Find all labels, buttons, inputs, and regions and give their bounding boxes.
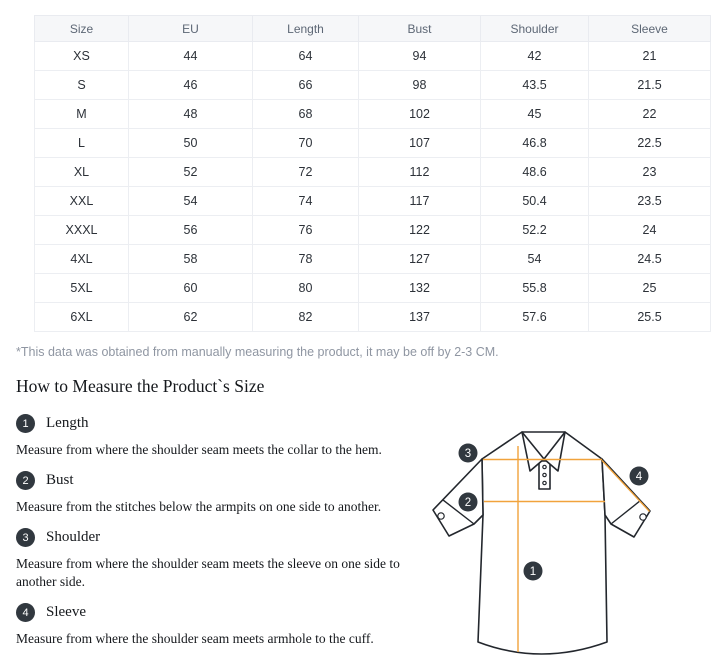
marker-shoulder: [459, 444, 478, 463]
table-cell: 78: [253, 245, 359, 274]
step-number-badge: 2: [16, 471, 35, 490]
polo-shirt-illustration: [425, 414, 715, 669]
table-cell: 122: [359, 216, 481, 245]
table-row: [35, 274, 711, 303]
table-row: [35, 71, 711, 100]
table-cell: 72: [253, 158, 359, 187]
table-cell: 48: [129, 100, 253, 129]
table-row: [35, 42, 711, 71]
step-title: Length: [46, 415, 89, 431]
step-number-badge: 3: [16, 528, 35, 547]
table-row: [35, 100, 711, 129]
table-cell: 45: [481, 100, 589, 129]
measure-guide-section: [0, 409, 725, 672]
column-header: EU: [129, 16, 253, 42]
table-cell: 42: [481, 42, 589, 71]
placket-button: [543, 473, 546, 476]
table-cell: 52.2: [481, 216, 589, 245]
table-row: [35, 187, 711, 216]
table-cell: 50: [129, 129, 253, 158]
table-cell: M: [35, 100, 129, 129]
table-cell: 46: [129, 71, 253, 100]
table-cell: S: [35, 71, 129, 100]
step-description: Measure from where the shoulder seam meets the collar to the hem.: [16, 442, 382, 457]
placket-button: [543, 465, 546, 468]
measure-step-length: [16, 414, 420, 459]
table-cell: 23: [589, 158, 711, 187]
measure-steps-list: [16, 409, 420, 660]
step-title: Shoulder: [46, 529, 101, 545]
svg-text:4: 4: [635, 471, 643, 483]
table-cell: XL: [35, 158, 129, 187]
step-description: Measure from where the shoulder seam meets the sleeve on one side to another side.: [16, 556, 400, 589]
shirt-measurement-diagram: [425, 414, 715, 672]
size-table-body: [35, 42, 711, 332]
table-row: [35, 303, 711, 332]
table-cell: 25.5: [589, 303, 711, 332]
step-title: Bust: [46, 472, 74, 488]
table-cell: 21: [589, 42, 711, 71]
table-cell: 57.6: [481, 303, 589, 332]
table-cell: 55.8: [481, 274, 589, 303]
table-cell: 4XL: [35, 245, 129, 274]
svg-text:2: 2: [464, 497, 472, 509]
table-cell: 98: [359, 71, 481, 100]
step-description: Measure from where the shoulder seam meets armhole to the cuff.: [16, 631, 374, 646]
table-cell: 58: [129, 245, 253, 274]
step-number-badge: 1: [16, 414, 35, 433]
table-cell: 102: [359, 100, 481, 129]
table-cell: 70: [253, 129, 359, 158]
table-cell: 6XL: [35, 303, 129, 332]
table-cell: 64: [253, 42, 359, 71]
table-cell: 44: [129, 42, 253, 71]
table-cell: 107: [359, 129, 481, 158]
table-cell: 137: [359, 303, 481, 332]
measure-guide-heading: How to Measure the Product`s Size: [16, 376, 265, 396]
marker-bust: [459, 493, 478, 512]
marker-sleeve: [630, 467, 649, 486]
table-cell: 22.5: [589, 129, 711, 158]
right-cuff-button: [640, 514, 646, 520]
column-header: Bust: [359, 16, 481, 42]
table-cell: 54: [129, 187, 253, 216]
table-cell: 62: [129, 303, 253, 332]
marker-length: [524, 562, 543, 581]
table-cell: 82: [253, 303, 359, 332]
table-row: [35, 216, 711, 245]
table-cell: 74: [253, 187, 359, 216]
table-cell: 24: [589, 216, 711, 245]
size-table-header-row: [35, 16, 711, 42]
measure-step-bust: [16, 471, 420, 516]
measurement-disclaimer: *This data was obtained from manually measuring the product, it may be off by 2-3 CM.: [16, 345, 499, 359]
table-cell: XXL: [35, 187, 129, 216]
table-cell: XXXL: [35, 216, 129, 245]
table-cell: 117: [359, 187, 481, 216]
measure-step-sleeve: [16, 603, 420, 648]
table-cell: 22: [589, 100, 711, 129]
table-cell: 48.6: [481, 158, 589, 187]
column-header: Shoulder: [481, 16, 589, 42]
step-description: Measure from the stitches below the armpits on one side to another.: [16, 499, 382, 514]
table-cell: 24.5: [589, 245, 711, 274]
table-cell: 127: [359, 245, 481, 274]
table-cell: 52: [129, 158, 253, 187]
placket-button: [543, 481, 546, 484]
table-cell: 54: [481, 245, 589, 274]
table-row: [35, 158, 711, 187]
table-cell: 94: [359, 42, 481, 71]
table-cell: XS: [35, 42, 129, 71]
column-header: Length: [253, 16, 359, 42]
svg-text:1: 1: [529, 566, 537, 578]
table-cell: 56: [129, 216, 253, 245]
table-cell: 5XL: [35, 274, 129, 303]
table-cell: 76: [253, 216, 359, 245]
left-cuff-button: [438, 513, 444, 519]
table-cell: 21.5: [589, 71, 711, 100]
measure-step-shoulder: [16, 528, 420, 591]
table-cell: 23.5: [589, 187, 711, 216]
table-cell: 25: [589, 274, 711, 303]
table-row: [35, 245, 711, 274]
table-cell: 60: [129, 274, 253, 303]
size-table: [34, 15, 711, 332]
table-row: [35, 129, 711, 158]
table-cell: 80: [253, 274, 359, 303]
svg-text:3: 3: [464, 448, 472, 460]
table-cell: 50.4: [481, 187, 589, 216]
column-header: Sleeve: [589, 16, 711, 42]
table-cell: 132: [359, 274, 481, 303]
table-cell: 43.5: [481, 71, 589, 100]
column-header: Size: [35, 16, 129, 42]
table-cell: 46.8: [481, 129, 589, 158]
table-cell: 112: [359, 158, 481, 187]
step-number-badge: 4: [16, 603, 35, 622]
step-title: Sleeve: [46, 604, 86, 620]
table-cell: 68: [253, 100, 359, 129]
table-cell: L: [35, 129, 129, 158]
table-cell: 66: [253, 71, 359, 100]
